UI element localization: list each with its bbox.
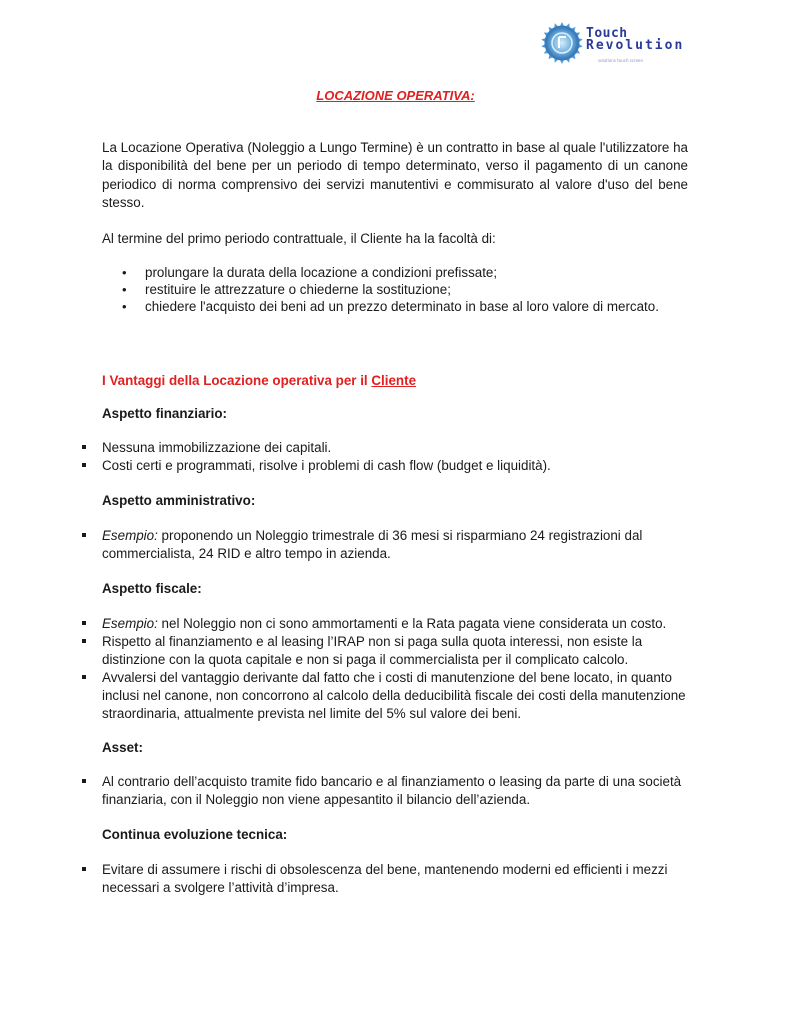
example-text: proponendo un Noleggio trimestrale di 36 mesi si risparmiano 24 registrazioni dal commercialista, 24 RID e altro tempo in azienda. [102,528,643,562]
financial-heading: Aspetto finanziario: [102,406,227,421]
example-label: Esempio: [102,616,158,631]
advantages-heading-prefix: I Vantaggi della Locazione operativa per il [102,373,372,388]
list-item [102,527,692,563]
logo-tagline: solutions touch screen [598,58,644,63]
intro-paragraph: La Locazione Operativa (Noleggio a Lungo Termine) è un contratto in base al quale l'utilizzatore ha la disponibilità del bene per un periodo di tempo determinato, verso il pagamento di un canone periodico di norma comprensivo dei servizi manutentivi e commisurato al valore d'uso del bene stesso. [102,140,688,211]
advantages-heading [102,372,416,390]
list-item-text: chiedere l'acquisto dei beni ad un prezzo determinato in base al loro valore di mercato. [145,299,659,314]
bullet-icon: • [122,282,127,297]
list-item: Al contrario dell’acquisto tramite fido bancario e al finanziamento o leasing da parte di una società finanziaria, con il Noleggio non viene appesantito il bilancio dell’azienda. [102,774,682,808]
logo-line1: Touch [586,26,628,41]
company-logo [540,20,690,72]
square-bullet-icon [82,445,86,449]
list-item: Avvalersi del vantaggio derivante dal fatto che i costi di manutenzione del bene locato, in quanto inclusi nel canone, non concorrono al calcolo della deducibilità fiscale dei costi della manutenzione straordinaria, attualmente prevista nel limite del 5% sul valore dei beni. [102,670,686,722]
asset-heading: Asset: [102,740,143,755]
page-title [0,88,791,103]
administrative-heading: Aspetto amministrativo: [102,493,256,508]
square-bullet-icon [82,867,86,871]
page-title-text: LOCAZIONE OPERATIVA [316,88,471,103]
options-intro: Al termine del primo periodo contrattuale, il Cliente ha la facoltà di: [102,231,496,246]
logo-line2: Revolution [586,38,685,53]
fiscal-heading: Aspetto fiscale: [102,581,202,596]
logo-wordmark [586,28,684,52]
list-item-text: restituire le attrezzature o chiederne la sostituzione; [145,282,451,297]
list-item: Costi certi e programmati, risolve i problemi di cash flow (budget e liquidità). [102,458,551,473]
list-item [102,615,692,633]
page-title-colon: : [470,88,475,103]
list-item: Evitare di assumere i rischi di obsolescenza del bene, mantenendo moderni ed efficienti i mezzi necessari a svolgere l’attività d’impresa. [102,862,668,896]
square-bullet-icon [82,621,86,625]
square-bullet-icon [82,463,86,467]
square-bullet-icon [82,779,86,783]
square-bullet-icon [82,675,86,679]
list-item-text: prolungare la durata della locazione a condizioni prefissate; [145,265,498,280]
list-item: Nessuna immobilizzazione dei capitali. [102,440,332,455]
square-bullet-icon [82,533,86,537]
list-item: Rispetto al finanziamento e al leasing l’IRAP non si paga sulla quota interessi, non esiste la distinzione con la quota capitale e non si paga il commercialista per il complicato calcolo. [102,634,643,668]
logo-emblem-icon [540,20,584,66]
example-text: nel Noleggio non ci sono ammortamenti e la Rata pagata viene considerata un costo. [157,616,667,631]
evolution-heading: Continua evoluzione tecnica: [102,827,288,842]
square-bullet-icon [82,639,86,643]
bullet-icon: • [122,265,127,280]
cliente-link[interactable]: Cliente [371,373,417,388]
bullet-icon: • [122,299,127,314]
example-label: Esempio: [102,528,158,543]
